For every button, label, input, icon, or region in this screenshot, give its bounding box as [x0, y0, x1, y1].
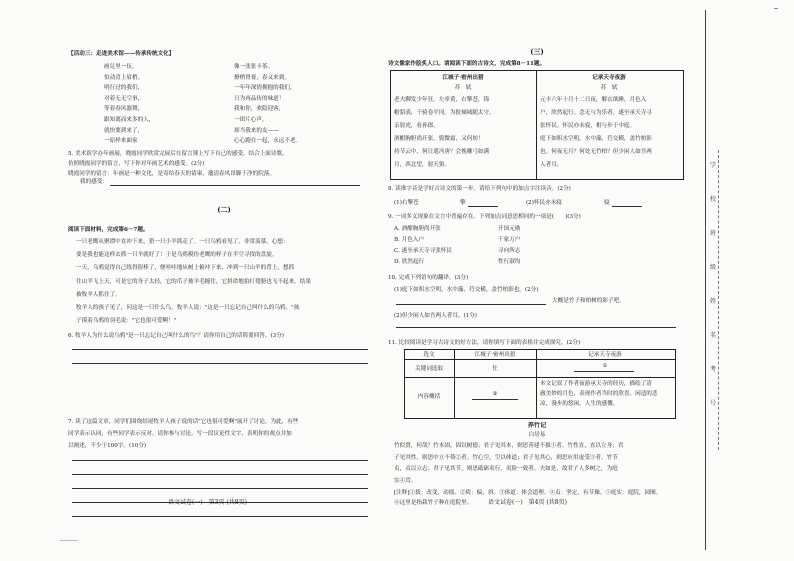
binding-margin-line [705, 10, 706, 550]
table-head-1: 江城子·密州出猎 [474, 352, 516, 358]
passage-line: 住山羊飞上天，可是它的身子太轻，它的爪子被羊毛缠住，它拼命地拍打翅膀也飞不起来，结果 [76, 278, 311, 285]
margin-label: 学 [709, 162, 716, 169]
poem-line: 我和你，欢隐迎客， [234, 106, 285, 113]
question-8: 8. 读准字音是学好古诗文的第一步。请给下列句中的加点字注读音。(2分) [388, 186, 571, 192]
margin-label: 号 [709, 400, 716, 407]
q10-answer-1: 大概是竹子和柏树的影子吧。 [552, 298, 625, 304]
scan-speck [774, 8, 778, 9]
q7-answer-line-2[interactable] [72, 474, 368, 475]
q8-blank-1[interactable] [468, 206, 498, 207]
table-col-rule-1 [454, 349, 455, 418]
poem-line: 人者耳。 [540, 162, 563, 168]
yangzhuji-line: 实④焉。 [394, 477, 417, 484]
table-blank-1[interactable] [574, 371, 634, 372]
left-footer: 语文试卷(一) 第3页 (共8页) [168, 499, 247, 506]
scan-speck [60, 540, 78, 541]
table-row2-line: 澈美妙的月色，表现作者当时的欣喜、闲适的悲 [540, 391, 658, 397]
poem-line: 只为再品传的味道！ [234, 95, 285, 102]
yangzhuji-line: 贞，贞以立志；君子见其节，则思砥砺名行，夷险一致者。夫如是，故君子人多树之，为庭 [394, 466, 618, 472]
q6-answer-line-1[interactable] [72, 349, 368, 350]
margin-label: 校 [709, 196, 716, 203]
q5-answer-label: 我的感受： [80, 179, 108, 185]
margin-label: 班 [709, 230, 716, 237]
yangzhuji-note: [注释]①拔：改变，动摇。②倚：偏，斜。③体道：体会道理。④贞：坚定，有节操。⑤庭实：庭院，园囿。 [394, 490, 662, 496]
poem-line: 就快要到来了， [104, 127, 144, 134]
activity-title: 【活动三：走进美术馆——传承传统文化】 [68, 51, 175, 57]
poem-line: 元丰六年十月十二日夜，解衣欲睡，月色入 [540, 97, 647, 103]
q10-blank-1[interactable] [396, 304, 546, 305]
poem-line: 亲射虎，看孙郎。 [394, 123, 439, 129]
poem-line: 却当我来的友—— [234, 127, 279, 134]
passage-line: 牧羊人的孩子见了，问这是一只什么鸟，牧羊人说："这是一只忘记自己叫什么的乌鸦。"孩 [76, 305, 300, 311]
margin-label: 级 [709, 264, 716, 271]
q7-line: 以阐述，不少于100字。(10分) [68, 443, 147, 449]
poem-line: 撩梢胃膏，春又来到。 [234, 74, 290, 81]
q8-char-2: 寝 [604, 200, 610, 206]
q10-item-1: (1)庭下如积水空明，水中藻、荇交横，盖竹柏影也。(2分) [394, 287, 539, 293]
section-3-heading: (三) [530, 48, 544, 56]
table-head-2: 记承天寺夜游 [588, 352, 622, 358]
yangzhuji-note: ⑥这里是指栽竹子种在庭院里。 [394, 499, 473, 506]
table-row1-c1: 狂 [492, 366, 498, 372]
poem-line: 帽貂裘，千骑卷平冈。为报倾城随太守， [394, 110, 495, 116]
question-6: 6. 牧羊人为什么说乌鸦"是一只忘记自己叫什么的鸟"？请你用自己的话简要回答。(3分) [68, 333, 284, 339]
q9-option-c-b[interactable]: 寻向所志 [498, 248, 521, 254]
poem-line: 一原样来面家 [104, 138, 138, 145]
q9-option-d-a[interactable]: D. 欣然起行 [394, 259, 425, 265]
poem-line: 明行过的我们， [104, 85, 144, 92]
table-row2-mark: ② [492, 391, 498, 397]
right-footer: 语文试卷(一) 第4页 (共8页) [488, 499, 567, 506]
margin-label: 名 [709, 332, 716, 339]
margin-label: 姓 [709, 298, 716, 305]
poem-line: 持节云中，何日遣冯唐？会挽雕弓如满 [394, 149, 490, 155]
passage-line: 子摸着乌鸦的羽毛说："它也很可爱啊！" [76, 318, 177, 325]
poem-line: 也。何夜无月？何处无竹柏？但少闲人如吾两 [540, 149, 652, 155]
poem-line: 怕动喜上眉梢。 [104, 74, 144, 81]
table-col-rule-2 [536, 349, 537, 418]
question-11: 11. 比较阅读是学习古诗文的好方法，请你填写下面的表格并完成探究。(2分) [388, 340, 581, 346]
passage-line: 一只老鹰从聚谭中直冲下来，猎一只小羊抓走了。一只乌鸦看见了，非常羡慕，心想： [76, 239, 289, 245]
read-intro-8-11: 诗文像家作脍炙人口。请阅读下面的古诗文，完成第8－11题。 [388, 61, 546, 67]
table-row2-label: 内容概括 [417, 394, 441, 400]
q9-option-a-b[interactable]: 开国元勋 [498, 226, 521, 232]
passage-line: 一天，乌鸦觉得自己练得很棒了，便哇哇地从树上俯冲下来，冲到一只山羊的背上，想抓 [76, 265, 295, 272]
q8-item-2: (2)怀民亦未寝 [526, 200, 562, 206]
table-row1-label: 关键词选取 [415, 366, 443, 372]
passage-line: 要是我也能这样去抓一只羊就好了！于是乌鸦模仿老鹰的样子在半空寻找的盘旋。 [76, 252, 278, 259]
yangzhuji-author: 白居易 [528, 432, 546, 438]
poem-line: 老夫聊发少年狂，左牵黄，右擎苍，锦 [394, 97, 490, 103]
table-blank-2[interactable] [472, 399, 518, 400]
table-row2-line: 凉，漫步的悠闲、人生的感慨。 [540, 401, 619, 407]
q8-item-1: (1)右擎苍 [394, 200, 419, 206]
poem-line: 跟知离而来多的人， [104, 117, 155, 123]
poem-line: 一年年深情拥抱的我们， [234, 85, 296, 92]
poem-title: 记承天寺夜游 [592, 75, 626, 81]
table-head-0: 选文 [423, 352, 435, 358]
q8-blank-2[interactable] [612, 206, 642, 207]
poem-author: 苏 轼 [454, 85, 472, 91]
question-9: 9. 一词多义现象在文言中普遍存在。下列加点词意思相同的一项是( )(3分) [388, 214, 581, 220]
poem-line: 等着春风器舞， [104, 106, 144, 113]
q7-line: 7. 读了这篇文章，同学们围绕结尾牧羊人孩子说的话"它也很可爱啊"展开了讨论，为此，有些 [68, 419, 299, 425]
q5-line: 仿照晓霞同学的留言，写下你对年画艺术的感受。(2分) [68, 161, 205, 167]
yangzhuji-line: 竹似贤，何哉？竹本固，固以树德；君子见其本，则思善建不拔①者。竹性直，直以立身；君 [394, 443, 624, 449]
table-row1-c2: ① [602, 363, 608, 369]
q5-answer-line[interactable] [110, 185, 360, 186]
poem-line: 一团片心声， [234, 117, 268, 123]
q10-item-2: (2)但少闲人如吾两人者耳。(1分) [394, 313, 477, 319]
poem-line: 酒酣胸胆尚开张，鬓微霜，又何妨！ [394, 136, 484, 142]
table-row2-line: 本文记叙了作者夜游承天寺的经历，描绘了清 [540, 381, 652, 387]
q7-line: 同学表示认同，有些同学表示反对。请你参与讨论，写一段议论性文字，表明你的观点并加 [68, 431, 292, 437]
table-rule-2 [404, 377, 675, 378]
yangzhuji-line: 子见其性，则思中立不倚②者。竹心空，空以体道；君子见其心，则思应用虚受③者。竹节 [394, 454, 618, 461]
q8-char-1: 擎 [460, 200, 466, 206]
yangzhuji-title: 养竹记 [527, 422, 547, 429]
q5-line: 5. 美术馆学办年画展，晓霞同学欣赏完展后在留言簿上写下自己的感受。结合上面诗歌， [68, 151, 288, 157]
poem-line: 画兑里一伍， [104, 64, 138, 70]
poem-title: 江城子·密州出猎 [442, 75, 484, 81]
q7-answer-line-5[interactable] [72, 516, 368, 517]
poem-line: 张怀民。怀民亦未寝，相与步于中庭。 [540, 123, 636, 129]
poem-line: 月，西北望，射天狼。 [394, 162, 450, 168]
poem-author: 苏 轼 [600, 85, 618, 91]
q5-line: 晓霞同学的留言：年画是一种文化，是寄给春天的请柬，邀清春风昂脚于净的院落。 [68, 171, 275, 177]
q10-blank-2[interactable] [396, 327, 676, 328]
q9-option-d-b[interactable]: 性行淑均 [498, 259, 521, 265]
q7-answer-line-3[interactable] [72, 488, 368, 489]
poem-line: 心心跑在一起，永远不老。 [234, 138, 302, 145]
poem-line: 像一张张卡茶。 [234, 64, 274, 70]
q6-answer-line-2[interactable] [72, 363, 368, 364]
q9-option-b-b[interactable]: 千家万户 [498, 237, 521, 243]
poem-line: 庭下如积水空明，水中藻、荇交横，盖竹柏影 [540, 136, 652, 142]
section-2-heading: (二) [217, 206, 231, 214]
poem-line: 户，欣然起行。念无与为乐者，遂至承天寺寻 [540, 110, 652, 116]
q9-option-a-a[interactable]: A. 酒酣胸胆尚开张 [394, 226, 441, 232]
passage-line: 被牧羊人抓住了。 [76, 291, 121, 298]
margin-label: 考 [709, 366, 716, 373]
table-rule-1 [404, 359, 675, 360]
poem-line: 对着无无空事， [104, 95, 144, 102]
q7-answer-line-1[interactable] [72, 460, 368, 461]
question-10: 10. 完成下列语句的翻译。(3分) [388, 275, 469, 281]
read-intro-6-7: 阅读下面材料，完成第6－7题。 [68, 227, 149, 233]
q9-option-b-a[interactable]: B. 月色入户 [394, 237, 425, 243]
q9-option-c-a[interactable]: C. 遂至承天寺寻张怀民 [394, 248, 452, 254]
